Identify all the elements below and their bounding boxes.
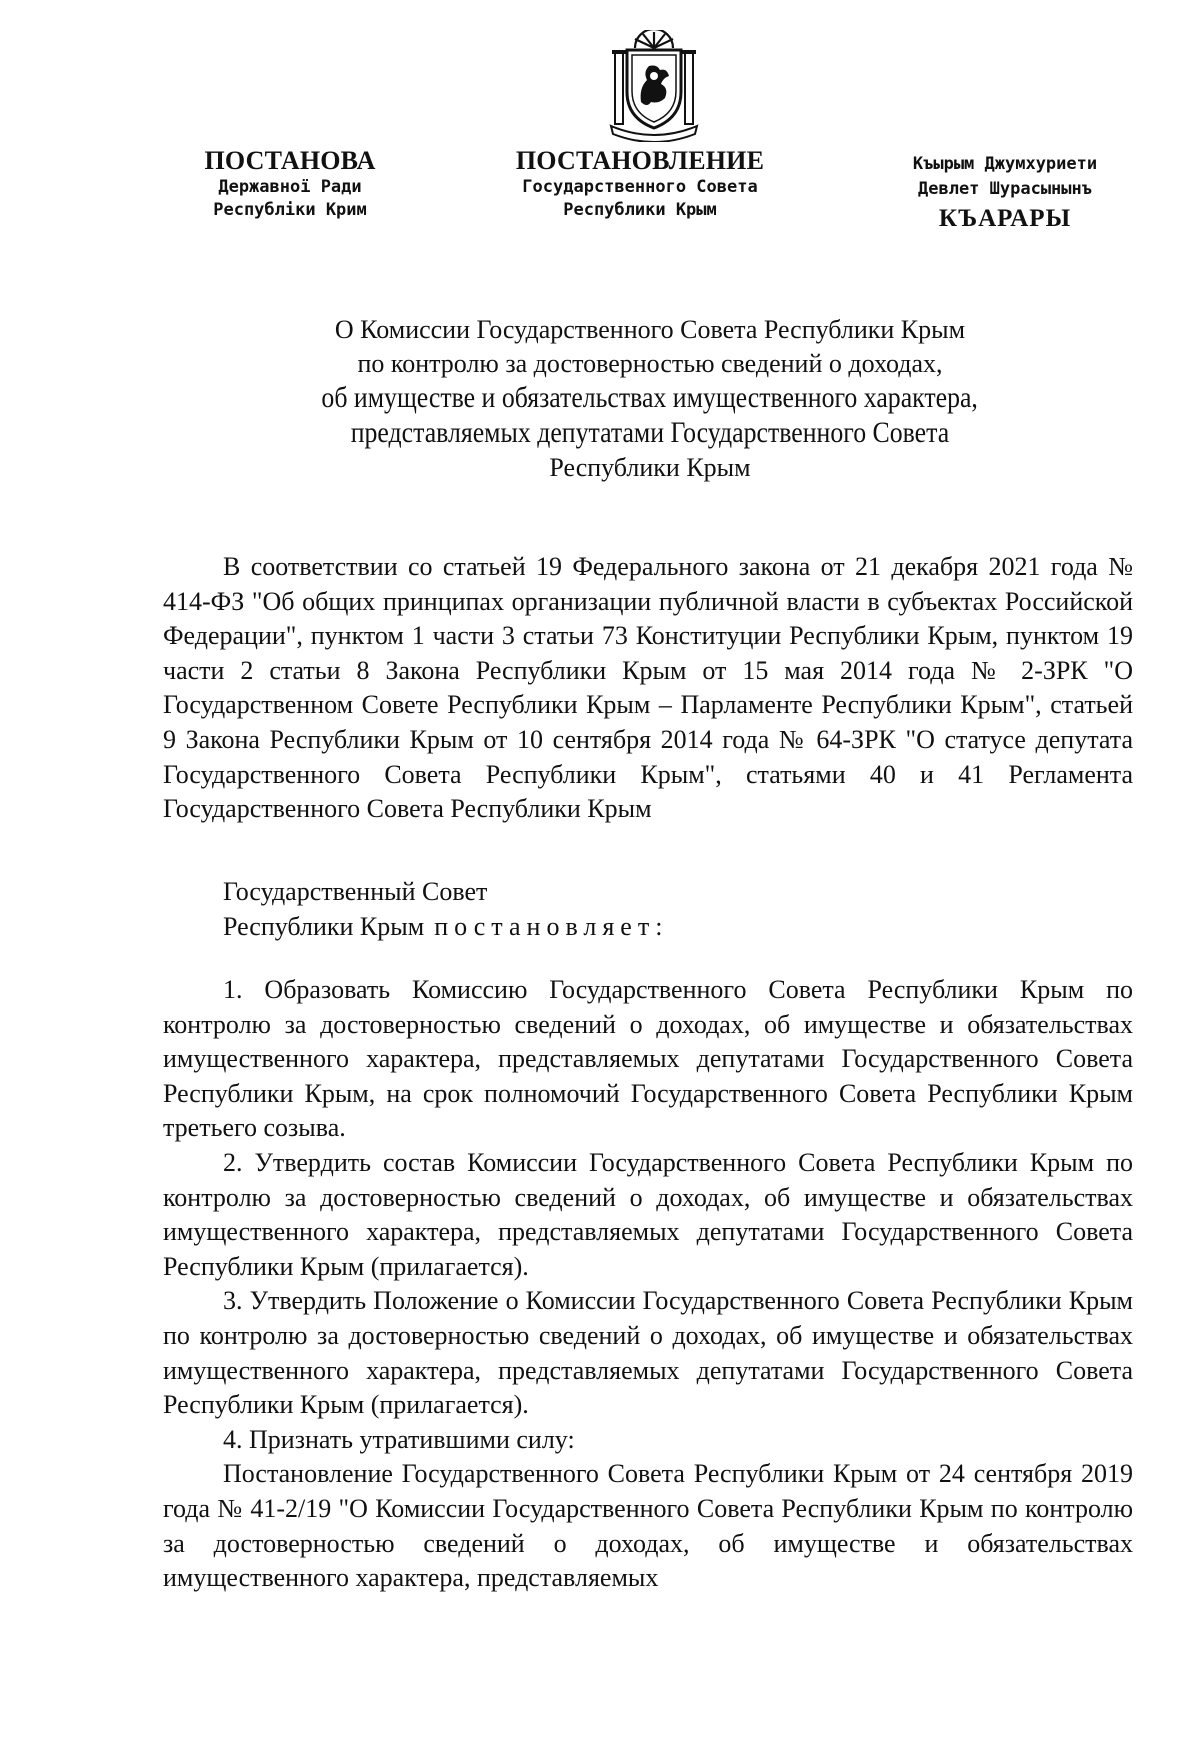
decree-formula [223,875,668,944]
header-center-title: ПОСТАНОВЛЕНИЕ [515,146,765,175]
decree-verb: постановляет: [434,911,669,941]
document-title [200,313,1100,485]
header-left-title: ПОСТАНОВА [204,146,376,175]
header-center-line1: Государственного Совета [522,177,758,197]
preamble-paragraph: В соответствии со статьей 19 Федерального закона от 21 декабря 2021 года № 414-ФЗ "Об общих принципах организации публичной власти в субъектах Российской Федерации", пунктом 1 части 3 статьи 73 Конституции Республики Крым, пунктом 19 части 2 статьи 8 Закона Республики Крым от 15 мая 2014 года № 2-ЗРК "О Государственном Совете Республики Крым – Парламенте Республики Крым", статьей 9 Закона Республики Крым от 10 сентября 2014 года № 64-ЗРК "О статусе депутата Государственного Совета Республики Крым", статьями 40 и 41 Регламента Государственного Совета Республики Крым [163,552,1133,824]
header-right-title: КЪАРАРЫ [938,205,1072,232]
title-line: об имуществе и обязательствах имущественного характера, [321,381,979,414]
list-item: Постановление Государственного Совета Республики Крым от 24 сентября 2019 года № 41-2/19 "О Комиссии Государственного Совета Республики Крым по контролю за достоверностью сведений о доходах, об имуществе и обязательствах имущественного характера, представляемых [163,1459,1133,1593]
header-center-line2: Республики Крым [563,200,717,220]
header-crimean-tatar [860,152,1150,236]
list-item: 1. Образовать Комиссию Государственного Совета Республики Крым по контролю за достоверностью сведений о доходах, об имуществе и обязательствах имущественного характера, представляемых депутатами Государственного Совета Республики Крым, на срок полномочий Государственного Совета Республики Крым третьего созыва. [163,975,1133,1143]
decree-line2: Республики Крым [223,911,425,941]
list-item: 4. Признать утратившими силу: [223,1424,575,1454]
header-russian [470,146,810,222]
header-left-line2: Республіки Крим [213,200,367,220]
preamble [163,550,1133,827]
decree-line1: Государственный Совет [223,877,488,906]
header-right-line1: Къырым Джумхуриети [912,154,1098,174]
title-line: Республики Крым [549,453,751,482]
title-line: представляемых депутатами Государственного Совета [350,416,950,449]
resolution-items [163,973,1133,1596]
header-ukrainian [150,146,430,222]
title-line: О Комиссии Государственного Совета Республики Крым [334,315,966,344]
header-right-line2: Девлет Шурасынынъ [918,179,1092,199]
crimea-coat-of-arms-icon [605,30,703,142]
list-item: 3. Утвердить Положение о Комиссии Государственного Совета Республики Крым по контролю за достоверностью сведений о доходах, об имуществе и обязательствах имущественного характера, представляемых депутатами Государственного Совета Республики Крым (прилагается). [163,1286,1133,1420]
title-line: по контролю за достоверностью сведений о доходах, [357,349,943,378]
list-item: 2. Утвердить состав Комиссии Государственного Совета Республики Крым по контролю за достоверностью сведений о доходах, об имуществе и обязательствах имущественного характера, представляемых депутатами Государственного Совета Республики Крым (прилагается). [163,1147,1133,1281]
header-left-line1: Державної Ради [218,177,362,197]
